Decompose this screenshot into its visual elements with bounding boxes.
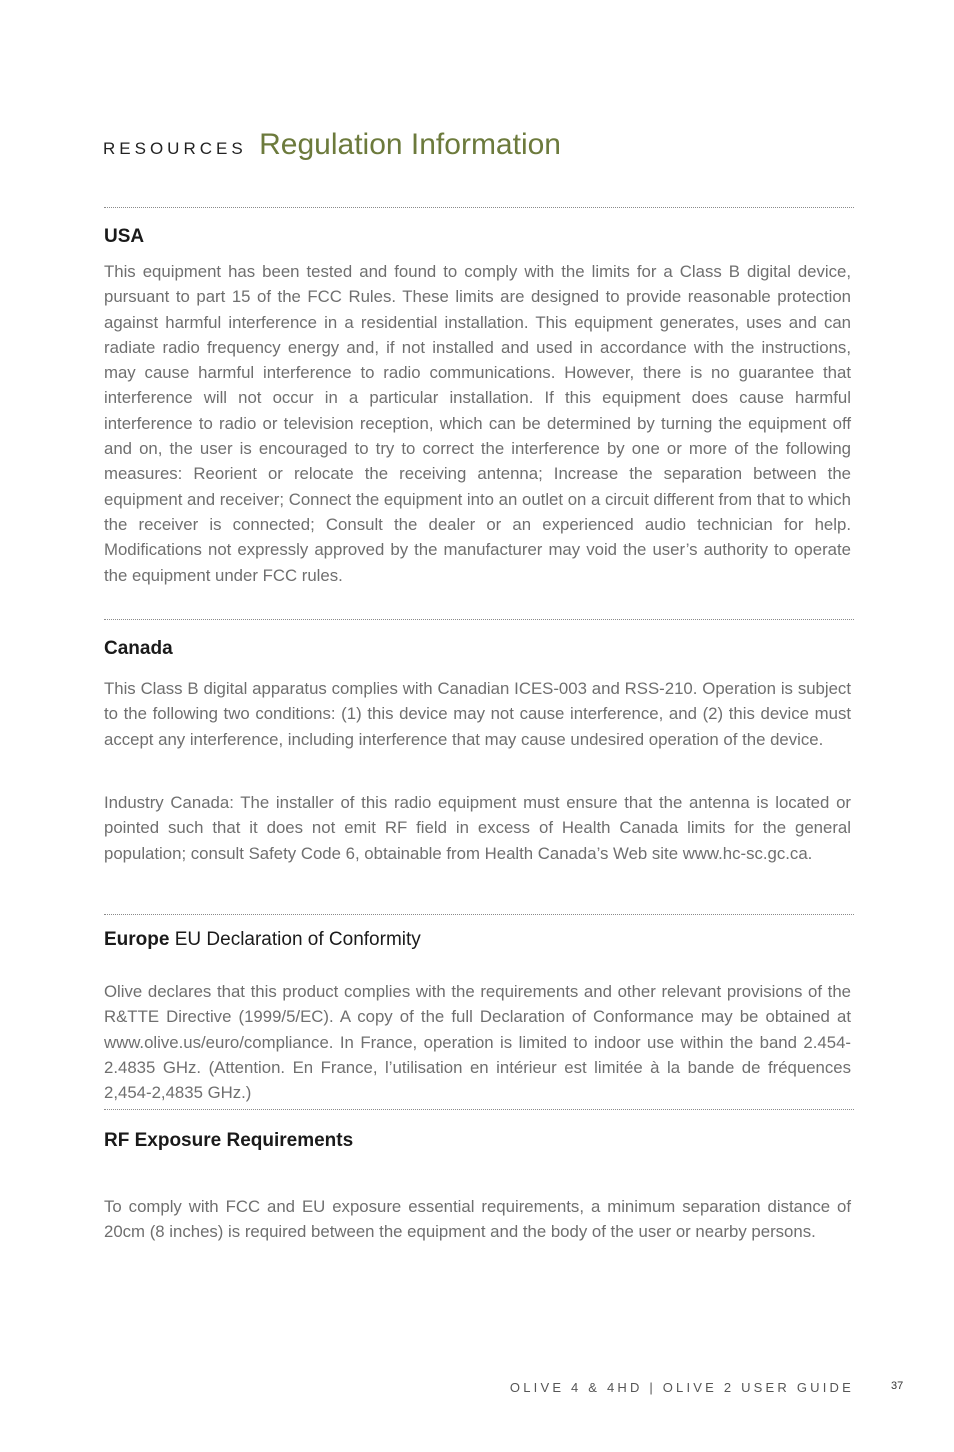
divider bbox=[104, 619, 854, 620]
europe-heading bbox=[104, 929, 421, 951]
footer-guide-title: OLIVE 4 & 4HD | OLIVE 2 USER GUIDE bbox=[509, 1380, 854, 1395]
europe-subheading: EU Declaration of Conformity bbox=[174, 929, 421, 950]
canada-heading: Canada bbox=[104, 638, 173, 659]
canada-paragraph-2: Industry Canada: The installer of this radio equipment must ensure that the antenna is located or pointed such that it does not emit RF field in excess of Health Canada limits for the general population; consult Safety Code 6, obtainable from Health Canada’s Web site www.hc-sc.gc.ca. bbox=[104, 793, 851, 863]
usa-paragraph: This equipment has been tested and found to comply with the limits for a Class B digital device, pursuant to part 15 of the FCC Rules. These limits are designed to provide reasonable protection against harmful interference in a residential installation. This equipment generates, uses and can radiate radio frequency energy and, if not installed and used in accordance with the instructions, may cause harmful interference to radio communications. However, there is no guarantee that interference will not occur in a particular installation. If this equipment does cause harmful interference to radio or television reception, which can be determined by turning the equipment off and on, the user is encouraged to try to correct the interference by one or more of the following measures: Reorient or relocate the receiving antenna; Increase the separation between the equipment and receiver; Connect the equipment into an outlet on a circuit different from that to which the receiver is connected; Consult the dealer or an experienced audio technician for help. Modifications not expressly approved by the manufacturer may void the user’s authority to operate the equipment under FCC rules. bbox=[104, 262, 851, 585]
canada-paragraph-1: This Class B digital apparatus complies with Canadian ICES-003 and RSS-210. Operation is subject to the following two conditions: (1) this device may not cause interference, and (2) this device must accept any interference, including interference that may cause undesired operation of the device. bbox=[104, 679, 851, 749]
usa-heading: USA bbox=[104, 226, 145, 247]
europe-heading-label: Europe bbox=[104, 929, 170, 950]
page-title: Regulation Information bbox=[259, 128, 561, 161]
divider bbox=[104, 914, 854, 915]
rf-paragraph: To comply with FCC and EU exposure essential requirements, a minimum separation distance of 20cm (8 inches) is required between the equipment and the body of the user or nearby persons. bbox=[104, 1197, 851, 1242]
page-footer bbox=[0, 1380, 954, 1400]
divider bbox=[104, 207, 854, 208]
europe-paragraph: Olive declares that this product complies with the requirements and other relevant provisions of the R&TTE Directive (1999/5/EC). A copy of the full Declaration of Conformance may be obtained at www.olive.us/euro/compliance. In France, operation is limited to indoor use within the band 2.454-2.4835 GHz. (Attention. En France, l’utilisation en intérieur est limitée à la bande de fréquences 2,454-2,4835 GHz.) bbox=[104, 982, 851, 1103]
rf-heading: RF Exposure Requirements bbox=[104, 1130, 354, 1151]
section-label: RESOURCES bbox=[103, 139, 247, 158]
page-number: 37 bbox=[891, 1380, 904, 1392]
page-header bbox=[103, 128, 561, 162]
divider bbox=[104, 1109, 854, 1110]
